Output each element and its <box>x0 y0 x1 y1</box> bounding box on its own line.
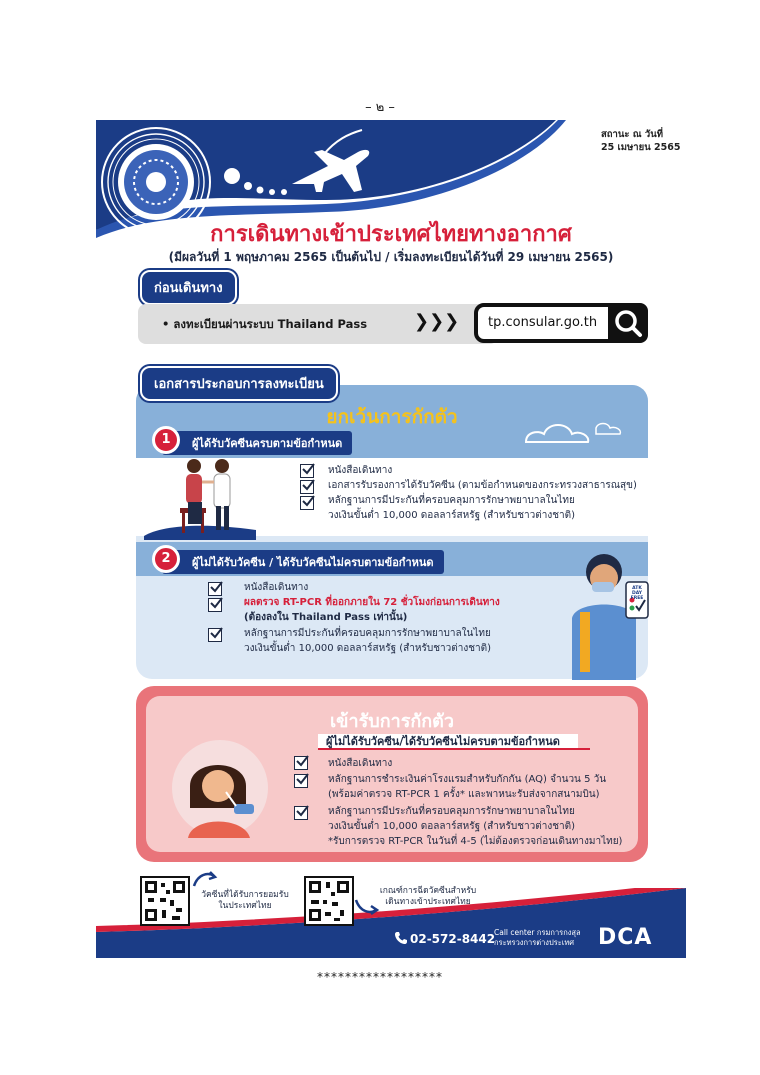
group1-number: 1 <box>152 426 180 454</box>
end-marker: ****************** <box>317 970 443 984</box>
quarantine-item: หนังสือเดินทาง <box>328 758 393 769</box>
call-center-phone[interactable]: 02-572-8442 <box>410 932 496 946</box>
status-date: สถานะ ณ วันที่ 25 เมษายน 2565 <box>601 129 681 153</box>
checkbox-icon <box>300 480 314 494</box>
checkbox-icon <box>300 464 314 478</box>
page-number: – ๒ – <box>365 100 395 115</box>
group1-item: หลักฐานการมีประกันที่ครอบคลุมการรักษาพยาบาลในไทย <box>328 495 575 506</box>
qr-code-criteria[interactable] <box>304 876 354 926</box>
qr-code-vaccines[interactable] <box>140 876 190 926</box>
group2-number: 2 <box>152 545 180 573</box>
checkbox-icon <box>208 582 222 596</box>
group2-item: หนังสือเดินทาง <box>244 582 309 593</box>
group1-label: ผู้ได้รับวัคซีนครบตามข้อกำหนด <box>162 431 352 455</box>
qr2-caption: เกณฑ์การฉีดวัคซีนสำหรับ เดินทางเข้าประเทศไทย <box>379 886 477 907</box>
quarantine-item: หลักฐานการชำระเงินค่าโรงแรมสำหรับกักกัน (AQ) จำนวน 5 วัน <box>328 774 607 785</box>
checkbox-icon <box>294 756 308 770</box>
quarantine-item: วงเงินขั้นต่ำ 10,000 ดอลลาร์สหรัฐ (สำหรับชาวต่างชาติ) <box>328 821 576 832</box>
exempt-title: ยกเว้นการกักตัว <box>326 406 458 428</box>
group2-item: วงเงินขั้นต่ำ 10,000 ดอลลาร์สหรัฐ (สำหรับชาวต่างชาติ) <box>244 643 492 654</box>
registration-text: • ลงทะเบียนผ่านระบบ Thailand Pass <box>162 317 368 331</box>
group2-item: (ต้องลงใน Thailand Pass เท่านั้น) <box>244 612 408 623</box>
checkbox-icon <box>300 496 314 510</box>
travel-poster <box>96 120 686 958</box>
group2-label: ผู้ไม่ได้รับวัคซีน / ได้รับวัคซีนไม่ครบตามข้อกำหนด <box>162 550 444 574</box>
group1-item: หนังสือเดินทาง <box>328 465 393 476</box>
atk-card-text: ATK DAY FREE <box>630 586 644 601</box>
arrows-icon: ❯❯❯ <box>414 311 460 332</box>
call-center-label: Call center กรมการกงสุล กระทรวงการต่างประเทศ <box>494 928 581 947</box>
swab-test-illustration <box>166 738 276 838</box>
traveler-illustration <box>562 548 656 680</box>
url-link[interactable]: tp.consular.go.th <box>488 315 598 330</box>
group1-item: วงเงินขั้นต่ำ 10,000 ดอลลาร์สหรัฐ (สำหรับชาวต่างชาติ) <box>328 510 576 521</box>
group1-item: เอกสารรับรองการได้รับวัคซีน (ตามข้อกำหนดของกระทรวงสาธารณสุข) <box>328 480 637 491</box>
quarantine-title: เข้ารับการกักตัว <box>330 711 454 732</box>
poster-subtitle: (มีผลวันที่ 1 พฤษภาคม 2565 เป็นต้นไป / เริ่มลงทะเบียนได้วันที่ 29 เมษายน 2565) <box>168 250 614 264</box>
checkbox-icon <box>208 598 222 612</box>
vaccination-illustration <box>140 456 260 540</box>
checkbox-icon <box>294 806 308 820</box>
dca-logo: DCA <box>598 925 653 950</box>
quarantine-item: (พร้อมค่าตรวจ RT-PCR 1 ครั้ง* และพาหนะรับส่งจากสนามบิน) <box>328 789 600 800</box>
group2-item: หลักฐานการมีประกันที่ครอบคลุมการรักษาพยาบาลในไทย <box>244 628 491 639</box>
quarantine-item: หลักฐานการมีประกันที่ครอบคลุมการรักษาพยาบาลในไทย <box>328 806 575 817</box>
checkbox-icon <box>208 628 222 642</box>
curved-arrow-icon <box>192 870 218 890</box>
poster-title: การเดินทางเข้าประเทศไทยทางอากาศ <box>210 222 572 247</box>
qr1-caption: วัคซีนที่ได้รับการยอมรับ ในประเทศไทย <box>201 890 289 911</box>
documents-tag: เอกสารประกอบการลงทะเบียน <box>140 366 338 401</box>
search-icon[interactable] <box>608 303 648 343</box>
checkbox-icon <box>294 774 308 788</box>
group2-item: ผลตรวจ RT-PCR ที่ออกภายใน 72 ชั่วโมงก่อนการเดินทาง <box>244 597 500 608</box>
phone-icon <box>394 930 408 944</box>
before-travel-tag: ก่อนเดินทาง <box>140 270 237 305</box>
quarantine-item: *รับการตรวจ RT-PCR ในวันที่ 4-5 (ไม่ต้องตรวจก่อนเดินทางมาไทย) <box>328 836 623 847</box>
quarantine-subtitle: ผู้ไม่ได้รับวัคซีน/ได้รับวัคซีนไม่ครบตามข้อกำหนด <box>326 735 560 748</box>
